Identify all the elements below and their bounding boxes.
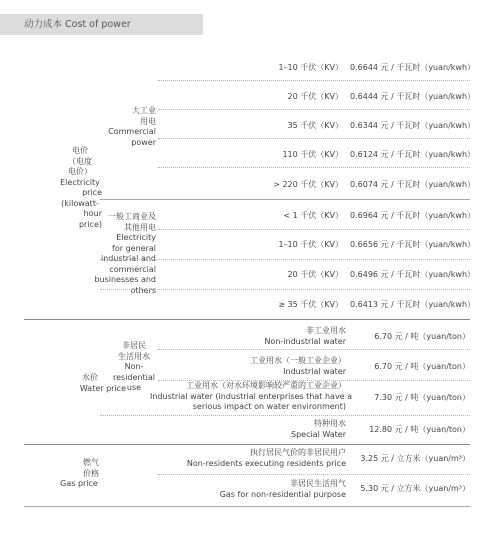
- gas-label: 燃气 价格 Gas price: [60, 458, 99, 488]
- water-label: 水价 Water price: [79, 373, 126, 393]
- section-divider: [24, 319, 470, 320]
- row-divider: [158, 167, 470, 168]
- general-industry-label: 一般工商业及 其他用电 Electricity for general industrial and commercial businesses and others: [94, 212, 156, 295]
- voltage-cell: 20 千伏（KV）: [287, 270, 343, 279]
- section-header: [0, 14, 203, 35]
- voltage-cell: ≥ 35 千伏（KV）: [278, 300, 343, 309]
- price-cell: 0.6344 元 / 千瓦时（yuan/kwh）: [350, 121, 476, 130]
- row-divider: [158, 229, 470, 230]
- water-type-cell: 工业用水（对水环境影响较严重的工业企业） Industrial water (industrial enterprises that have a serious impact on water environment): [150, 381, 353, 411]
- price-cell: 0.6124 元 / 千瓦时（yuan/kwh）: [350, 150, 476, 159]
- water-type-cell: 工业用水（一般工业企业） Industrial water: [250, 356, 346, 376]
- price-cell: 0.6413 元 / 千瓦时（yuan/kwh）: [350, 300, 476, 309]
- price-cell: 0.6964 元 / 千瓦时（yuan/kwh）: [350, 211, 476, 220]
- price-cell: 6.70 元 / 吨（yuan/ton）: [374, 362, 470, 371]
- row-divider: [158, 109, 470, 110]
- large-industry-label: 大工业 用电 Commercial power: [108, 106, 156, 147]
- section-divider: [24, 444, 470, 445]
- price-cell: 0.6496 元 / 千瓦时（yuan/kwh）: [350, 270, 476, 279]
- price-cell: 0.6656 元 / 千瓦时（yuan/kwh）: [350, 240, 476, 249]
- water-type-cell: 非工业用水 Non-industrial water: [264, 326, 346, 346]
- price-cell: 7.30 元 / 吨（yuan/ton）: [374, 393, 470, 402]
- row-divider: [158, 138, 470, 139]
- voltage-cell: 20 千伏（KV）: [287, 92, 343, 101]
- voltage-cell: 1–10 千伏（KV）: [278, 240, 343, 249]
- price-cell: 0.6074 元 / 千瓦时（yuan/kwh）: [350, 180, 476, 189]
- voltage-cell: 110 千伏（KV）: [282, 150, 343, 159]
- group-divider: [100, 199, 470, 200]
- price-cell: 0.6444 元 / 千瓦时（yuan/kwh）: [350, 92, 476, 101]
- price-cell: 3.25 元 / 立方米（yuan/m³）: [360, 454, 470, 463]
- table-bottom-border: [24, 506, 470, 507]
- gas-type-cell: 执行居民气价的非居民用户 Non-residents executing residents price: [186, 448, 346, 468]
- voltage-cell: < 1 千伏（KV）: [283, 211, 343, 220]
- non-residential-label: 非居民 生活用水 Non- residential use: [113, 341, 155, 392]
- gas-type-cell: 非居民生活用气 Gas for non-residential purpose: [219, 479, 346, 499]
- row-divider: [158, 80, 470, 81]
- row-divider: [158, 474, 470, 475]
- price-cell: 12.80 元 / 吨（yuan/ton）: [369, 425, 470, 434]
- row-divider: [100, 415, 470, 416]
- price-cell: 6.70 元 / 吨（yuan/ton）: [374, 332, 470, 341]
- water-type-cell: 特种用水 Special Water: [290, 419, 346, 439]
- row-divider: [100, 259, 470, 260]
- voltage-cell: > 220 千伏（KV）: [273, 180, 343, 189]
- price-cell: 5.30 元 / 立方米（yuan/m³）: [360, 484, 470, 493]
- row-divider: [100, 289, 470, 290]
- row-divider: [158, 349, 470, 350]
- electricity-label: 电价 （电度 电价） Electricity price (kilowatt- hour price): [60, 146, 102, 229]
- price-cell: 0.6644 元 / 千瓦时（yuan/kwh）: [350, 63, 476, 72]
- section-title: 动力成本 Cost of power: [24, 19, 131, 30]
- voltage-cell: 35 千伏（KV）: [287, 121, 343, 130]
- voltage-cell: 1–10 千伏（KV）: [278, 63, 343, 72]
